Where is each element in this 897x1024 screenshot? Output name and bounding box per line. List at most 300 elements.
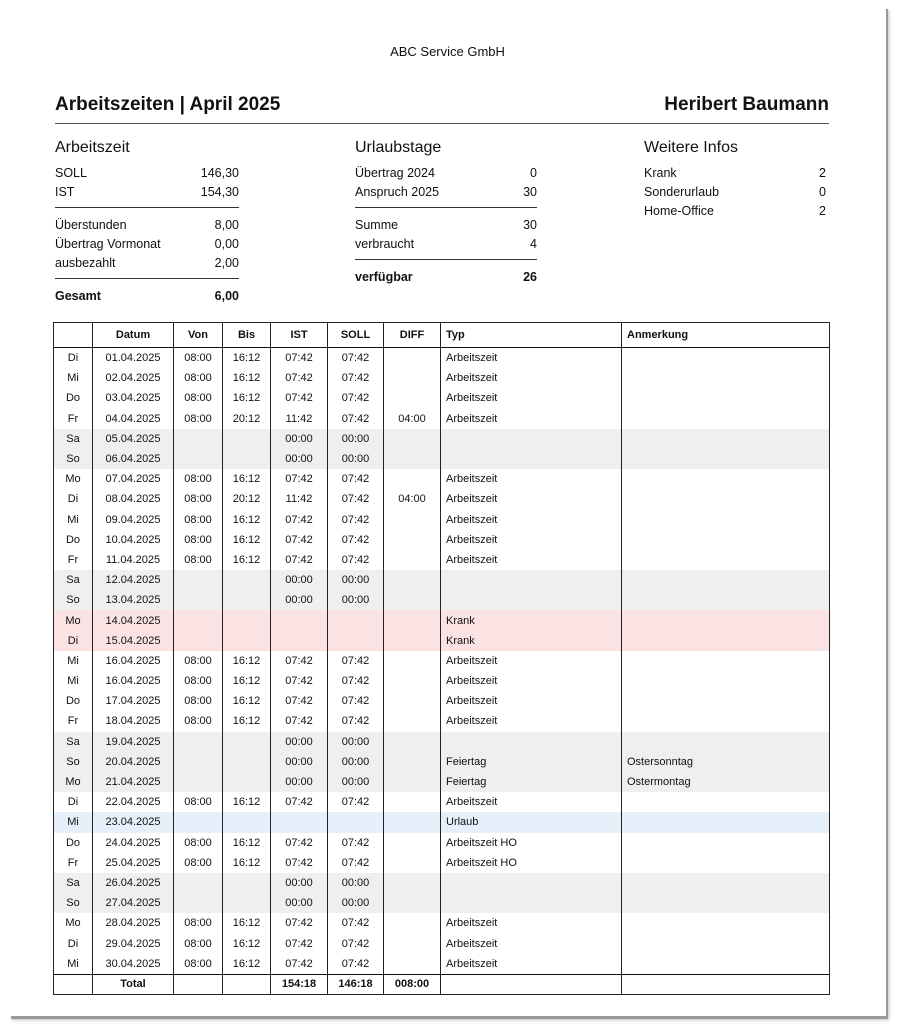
cell-anmerkung	[622, 610, 830, 630]
title-divider	[55, 123, 829, 124]
ausbezahlt-value: 2,00	[214, 256, 239, 270]
cell-von: 08:00	[174, 469, 223, 489]
cell-von: 08:00	[174, 510, 223, 530]
krank-label: Krank	[644, 166, 677, 180]
table-row	[54, 409, 830, 429]
cell-soll	[328, 812, 384, 832]
cell-anmerkung	[622, 348, 830, 369]
cell-anmerkung	[622, 550, 830, 570]
cell-diff	[384, 610, 441, 630]
cell-anmerkung	[622, 449, 830, 469]
total-cell-empty	[174, 974, 223, 994]
total-cell-empty	[54, 974, 93, 994]
cell-anmerkung: Ostersonntag	[622, 752, 830, 772]
cell-anmerkung	[622, 631, 830, 651]
table-header	[54, 323, 830, 348]
cell-datum: 16.04.2025	[93, 651, 174, 671]
cell-diff	[384, 631, 441, 651]
cell-ist: 07:42	[271, 651, 328, 671]
cell-diff	[384, 913, 441, 933]
cell-diff	[384, 388, 441, 408]
cell-diff	[384, 732, 441, 752]
cell-soll: 07:42	[328, 913, 384, 933]
total-diff: 008:00	[384, 974, 441, 994]
cell-typ: Arbeitszeit	[441, 691, 622, 711]
cell-diff	[384, 671, 441, 691]
cell-ist: 07:42	[271, 510, 328, 530]
ausbezahlt-label: ausbezahlt	[55, 256, 116, 270]
total-soll: 146:18	[328, 974, 384, 994]
cell-day: Mi	[54, 510, 93, 530]
total-cell-empty	[441, 974, 622, 994]
table-row	[54, 691, 830, 711]
cell-bis: 16:12	[223, 550, 271, 570]
cell-day: Fr	[54, 711, 93, 731]
anspruch-row	[355, 183, 537, 202]
cell-bis: 16:12	[223, 510, 271, 530]
header-datum: Datum	[93, 323, 174, 348]
table-row	[54, 368, 830, 388]
cell-day: So	[54, 449, 93, 469]
cell-anmerkung	[622, 954, 830, 975]
cell-day: Fr	[54, 409, 93, 429]
cell-soll	[328, 610, 384, 630]
cell-typ: Arbeitszeit	[441, 711, 622, 731]
cell-ist: 00:00	[271, 893, 328, 913]
cell-typ: Arbeitszeit	[441, 530, 622, 550]
table-row	[54, 671, 830, 691]
cell-anmerkung	[622, 691, 830, 711]
cell-ist	[271, 610, 328, 630]
cell-typ: Arbeitszeit	[441, 510, 622, 530]
cell-ist: 07:42	[271, 691, 328, 711]
cell-ist: 00:00	[271, 429, 328, 449]
cell-soll: 07:42	[328, 368, 384, 388]
verbraucht-label: verbraucht	[355, 237, 415, 251]
cell-bis	[223, 732, 271, 752]
cell-day: Di	[54, 933, 93, 953]
cell-diff	[384, 449, 441, 469]
cell-anmerkung	[622, 873, 830, 893]
cell-von: 08:00	[174, 853, 223, 873]
cell-von: 08:00	[174, 388, 223, 408]
cell-ist: 07:42	[271, 933, 328, 953]
cell-soll: 07:42	[328, 409, 384, 429]
cell-von	[174, 449, 223, 469]
cell-datum: 05.04.2025	[93, 429, 174, 449]
total-label: Total	[93, 974, 174, 994]
verfuegbar-value: 26	[523, 270, 537, 284]
cell-soll: 07:42	[328, 933, 384, 953]
table-row	[54, 833, 830, 853]
cell-bis	[223, 610, 271, 630]
cell-day: Di	[54, 348, 93, 369]
cell-anmerkung	[622, 671, 830, 691]
verfuegbar-label: verfügbar	[355, 270, 413, 284]
ist-value: 154,30	[200, 185, 239, 199]
cell-anmerkung	[622, 812, 830, 832]
cell-diff	[384, 954, 441, 975]
divider	[355, 207, 537, 208]
cell-diff	[384, 893, 441, 913]
cell-typ: Arbeitszeit	[441, 489, 622, 509]
table-row	[54, 449, 830, 469]
cell-diff	[384, 348, 441, 369]
anspruch-label: Anspruch 2025	[355, 185, 440, 199]
total-ist: 154:18	[271, 974, 328, 994]
cell-soll: 00:00	[328, 570, 384, 590]
divider	[55, 207, 239, 208]
cell-typ: Arbeitszeit HO	[441, 853, 622, 873]
cell-von	[174, 429, 223, 449]
cell-soll: 07:42	[328, 348, 384, 369]
cell-datum: 21.04.2025	[93, 772, 174, 792]
uebertrag-2024-label: Übertrag 2024	[355, 166, 435, 180]
cell-ist: 11:42	[271, 489, 328, 509]
cell-diff	[384, 792, 441, 812]
table-row	[54, 812, 830, 832]
gesamt-row	[55, 287, 239, 306]
cell-von: 08:00	[174, 409, 223, 429]
cell-ist	[271, 812, 328, 832]
cell-ist: 11:42	[271, 409, 328, 429]
table-row	[54, 792, 830, 812]
cell-typ: Feiertag	[441, 772, 622, 792]
cell-typ	[441, 590, 622, 610]
cell-anmerkung	[622, 530, 830, 550]
cell-von	[174, 610, 223, 630]
cell-anmerkung	[622, 368, 830, 388]
table-row	[54, 893, 830, 913]
cell-soll: 07:42	[328, 469, 384, 489]
uebertrag-2024-value: 0	[530, 166, 537, 180]
cell-bis: 16:12	[223, 691, 271, 711]
cell-soll: 07:42	[328, 550, 384, 570]
cell-diff	[384, 691, 441, 711]
cell-von	[174, 812, 223, 832]
cell-ist: 00:00	[271, 732, 328, 752]
cell-ist	[271, 631, 328, 651]
cell-soll: 07:42	[328, 792, 384, 812]
total-row	[54, 974, 830, 994]
cell-ist: 00:00	[271, 873, 328, 893]
cell-anmerkung	[622, 792, 830, 812]
cell-datum: 30.04.2025	[93, 954, 174, 975]
soll-label: SOLL	[55, 166, 87, 180]
cell-von	[174, 772, 223, 792]
cell-bis: 16:12	[223, 348, 271, 369]
sonderurlaub-value: 0	[819, 185, 826, 199]
cell-day: Fr	[54, 550, 93, 570]
cell-anmerkung	[622, 388, 830, 408]
table-row	[54, 510, 830, 530]
header-day	[54, 323, 93, 348]
cell-diff	[384, 590, 441, 610]
cell-typ: Arbeitszeit	[441, 388, 622, 408]
cell-ist: 00:00	[271, 772, 328, 792]
cell-ist: 07:42	[271, 469, 328, 489]
cell-von: 08:00	[174, 368, 223, 388]
cell-von: 08:00	[174, 550, 223, 570]
cell-anmerkung	[622, 429, 830, 449]
cell-datum: 16.04.2025	[93, 671, 174, 691]
cell-datum: 19.04.2025	[93, 732, 174, 752]
cell-bis: 16:12	[223, 853, 271, 873]
cell-day: Fr	[54, 853, 93, 873]
home-office-row	[644, 202, 826, 221]
cell-datum: 23.04.2025	[93, 812, 174, 832]
verfuegbar-row	[355, 268, 537, 287]
cell-ist: 07:42	[271, 954, 328, 975]
table-row	[54, 388, 830, 408]
table-row	[54, 772, 830, 792]
report-title: Arbeitszeiten | April 2025	[55, 94, 281, 115]
divider	[355, 259, 537, 260]
ueberstunden-label: Überstunden	[55, 218, 127, 232]
divider	[55, 278, 239, 279]
cell-ist: 07:42	[271, 853, 328, 873]
summe-value: 30	[523, 218, 537, 232]
table-row	[54, 429, 830, 449]
uebertrag-vormonat-row	[55, 235, 239, 254]
cell-day: Mo	[54, 610, 93, 630]
cell-typ: Arbeitszeit	[441, 348, 622, 369]
cell-typ: Urlaub	[441, 812, 622, 832]
cell-datum: 12.04.2025	[93, 570, 174, 590]
cell-day: Do	[54, 833, 93, 853]
cell-typ: Arbeitszeit	[441, 550, 622, 570]
cell-ist: 07:42	[271, 348, 328, 369]
cell-day: So	[54, 590, 93, 610]
cell-typ	[441, 873, 622, 893]
arbeitszeit-summary	[55, 139, 239, 306]
cell-datum: 06.04.2025	[93, 449, 174, 469]
urlaub-summary	[355, 139, 537, 287]
cell-diff	[384, 772, 441, 792]
verbraucht-row	[355, 235, 537, 254]
cell-day: Di	[54, 631, 93, 651]
gesamt-label: Gesamt	[55, 289, 101, 303]
cell-soll: 07:42	[328, 489, 384, 509]
cell-datum: 08.04.2025	[93, 489, 174, 509]
cell-bis	[223, 570, 271, 590]
home-office-label: Home-Office	[644, 204, 714, 218]
verbraucht-value: 4	[530, 237, 537, 251]
cell-diff	[384, 570, 441, 590]
cell-typ	[441, 893, 622, 913]
header-von: Von	[174, 323, 223, 348]
cell-day: Mo	[54, 469, 93, 489]
document-page	[9, 6, 886, 1016]
cell-anmerkung	[622, 469, 830, 489]
header-typ: Typ	[441, 323, 622, 348]
cell-day: Di	[54, 792, 93, 812]
cell-datum: 26.04.2025	[93, 873, 174, 893]
table-row	[54, 570, 830, 590]
gesamt-value: 6,00	[214, 289, 239, 303]
cell-soll: 07:42	[328, 388, 384, 408]
soll-row	[55, 164, 239, 183]
cell-soll: 00:00	[328, 893, 384, 913]
cell-ist: 00:00	[271, 570, 328, 590]
cell-von: 08:00	[174, 691, 223, 711]
time-table	[53, 322, 830, 995]
cell-von: 08:00	[174, 711, 223, 731]
cell-bis	[223, 752, 271, 772]
cell-ist: 07:42	[271, 711, 328, 731]
cell-diff	[384, 530, 441, 550]
cell-bis	[223, 449, 271, 469]
cell-anmerkung: Ostermontag	[622, 772, 830, 792]
table-row	[54, 631, 830, 651]
cell-von: 08:00	[174, 954, 223, 975]
anspruch-value: 30	[523, 185, 537, 199]
cell-datum: 20.04.2025	[93, 752, 174, 772]
cell-bis: 16:12	[223, 671, 271, 691]
krank-value: 2	[819, 166, 826, 180]
cell-diff	[384, 812, 441, 832]
cell-typ: Arbeitszeit	[441, 954, 622, 975]
header-soll: SOLL	[328, 323, 384, 348]
cell-datum: 18.04.2025	[93, 711, 174, 731]
cell-bis: 16:12	[223, 913, 271, 933]
table-row	[54, 752, 830, 772]
table-row	[54, 954, 830, 975]
cell-typ	[441, 570, 622, 590]
cell-von	[174, 893, 223, 913]
cell-soll: 00:00	[328, 752, 384, 772]
cell-datum: 14.04.2025	[93, 610, 174, 630]
table-row	[54, 530, 830, 550]
cell-typ: Arbeitszeit	[441, 409, 622, 429]
cell-diff: 04:00	[384, 489, 441, 509]
cell-datum: 15.04.2025	[93, 631, 174, 651]
uebertrag-2024-row	[355, 164, 537, 183]
cell-diff	[384, 469, 441, 489]
cell-soll: 00:00	[328, 772, 384, 792]
cell-diff	[384, 550, 441, 570]
infos-heading: Weitere Infos	[644, 139, 738, 156]
cell-typ: Arbeitszeit HO	[441, 833, 622, 853]
cell-day: Sa	[54, 570, 93, 590]
company-name: ABC Service GmbH	[390, 44, 505, 59]
table-row	[54, 711, 830, 731]
table-row	[54, 348, 830, 369]
table-row	[54, 550, 830, 570]
cell-typ: Arbeitszeit	[441, 792, 622, 812]
cell-von: 08:00	[174, 651, 223, 671]
cell-diff	[384, 933, 441, 953]
soll-value: 146,30	[200, 166, 239, 180]
cell-day: Do	[54, 530, 93, 550]
cell-soll: 00:00	[328, 449, 384, 469]
cell-ist: 07:42	[271, 550, 328, 570]
cell-bis: 20:12	[223, 409, 271, 429]
cell-diff: 04:00	[384, 409, 441, 429]
cell-day: Mi	[54, 671, 93, 691]
cell-bis: 16:12	[223, 711, 271, 731]
arbeitszeit-heading: Arbeitszeit	[55, 139, 130, 156]
cell-bis	[223, 893, 271, 913]
cell-soll: 07:42	[328, 711, 384, 731]
cell-von: 08:00	[174, 913, 223, 933]
cell-von: 08:00	[174, 933, 223, 953]
sonderurlaub-label: Sonderurlaub	[644, 185, 720, 199]
ausbezahlt-row	[55, 254, 239, 273]
cell-soll: 00:00	[328, 873, 384, 893]
cell-von: 08:00	[174, 489, 223, 509]
cell-soll: 07:42	[328, 530, 384, 550]
ueberstunden-row	[55, 216, 239, 235]
total-cell-empty	[223, 974, 271, 994]
cell-anmerkung	[622, 590, 830, 610]
cell-diff	[384, 752, 441, 772]
cell-datum: 29.04.2025	[93, 933, 174, 953]
cell-bis: 16:12	[223, 792, 271, 812]
cell-day: Mi	[54, 651, 93, 671]
cell-day: So	[54, 893, 93, 913]
cell-typ: Arbeitszeit	[441, 469, 622, 489]
cell-bis	[223, 873, 271, 893]
table-row	[54, 651, 830, 671]
cell-day: Di	[54, 489, 93, 509]
table-row	[54, 913, 830, 933]
cell-von: 08:00	[174, 530, 223, 550]
cell-ist: 07:42	[271, 368, 328, 388]
cell-anmerkung	[622, 853, 830, 873]
cell-von	[174, 570, 223, 590]
cell-bis: 16:12	[223, 530, 271, 550]
cell-anmerkung	[622, 489, 830, 509]
table-row	[54, 933, 830, 953]
cell-anmerkung	[622, 893, 830, 913]
cell-ist: 00:00	[271, 752, 328, 772]
cell-bis	[223, 772, 271, 792]
cell-day: Sa	[54, 429, 93, 449]
summe-label: Summe	[355, 218, 399, 232]
cell-datum: 22.04.2025	[93, 792, 174, 812]
cell-datum: 09.04.2025	[93, 510, 174, 530]
cell-von	[174, 732, 223, 752]
cell-soll: 07:42	[328, 853, 384, 873]
cell-anmerkung	[622, 913, 830, 933]
cell-anmerkung	[622, 651, 830, 671]
cell-day: Mo	[54, 913, 93, 933]
cell-soll: 00:00	[328, 429, 384, 449]
cell-soll: 00:00	[328, 590, 384, 610]
cell-datum: 13.04.2025	[93, 590, 174, 610]
table-row	[54, 489, 830, 509]
cell-diff	[384, 510, 441, 530]
cell-anmerkung	[622, 510, 830, 530]
cell-ist: 07:42	[271, 388, 328, 408]
cell-ist: 07:42	[271, 833, 328, 853]
home-office-value: 2	[819, 204, 826, 218]
cell-von: 08:00	[174, 348, 223, 369]
cell-day: So	[54, 752, 93, 772]
cell-soll: 07:42	[328, 691, 384, 711]
cell-diff	[384, 651, 441, 671]
cell-anmerkung	[622, 570, 830, 590]
cell-typ: Krank	[441, 610, 622, 630]
cell-bis: 16:12	[223, 368, 271, 388]
cell-datum: 25.04.2025	[93, 853, 174, 873]
cell-ist: 07:42	[271, 792, 328, 812]
cell-day: Mi	[54, 368, 93, 388]
header-diff: DIFF	[384, 323, 441, 348]
cell-soll: 07:42	[328, 671, 384, 691]
cell-typ: Arbeitszeit	[441, 933, 622, 953]
